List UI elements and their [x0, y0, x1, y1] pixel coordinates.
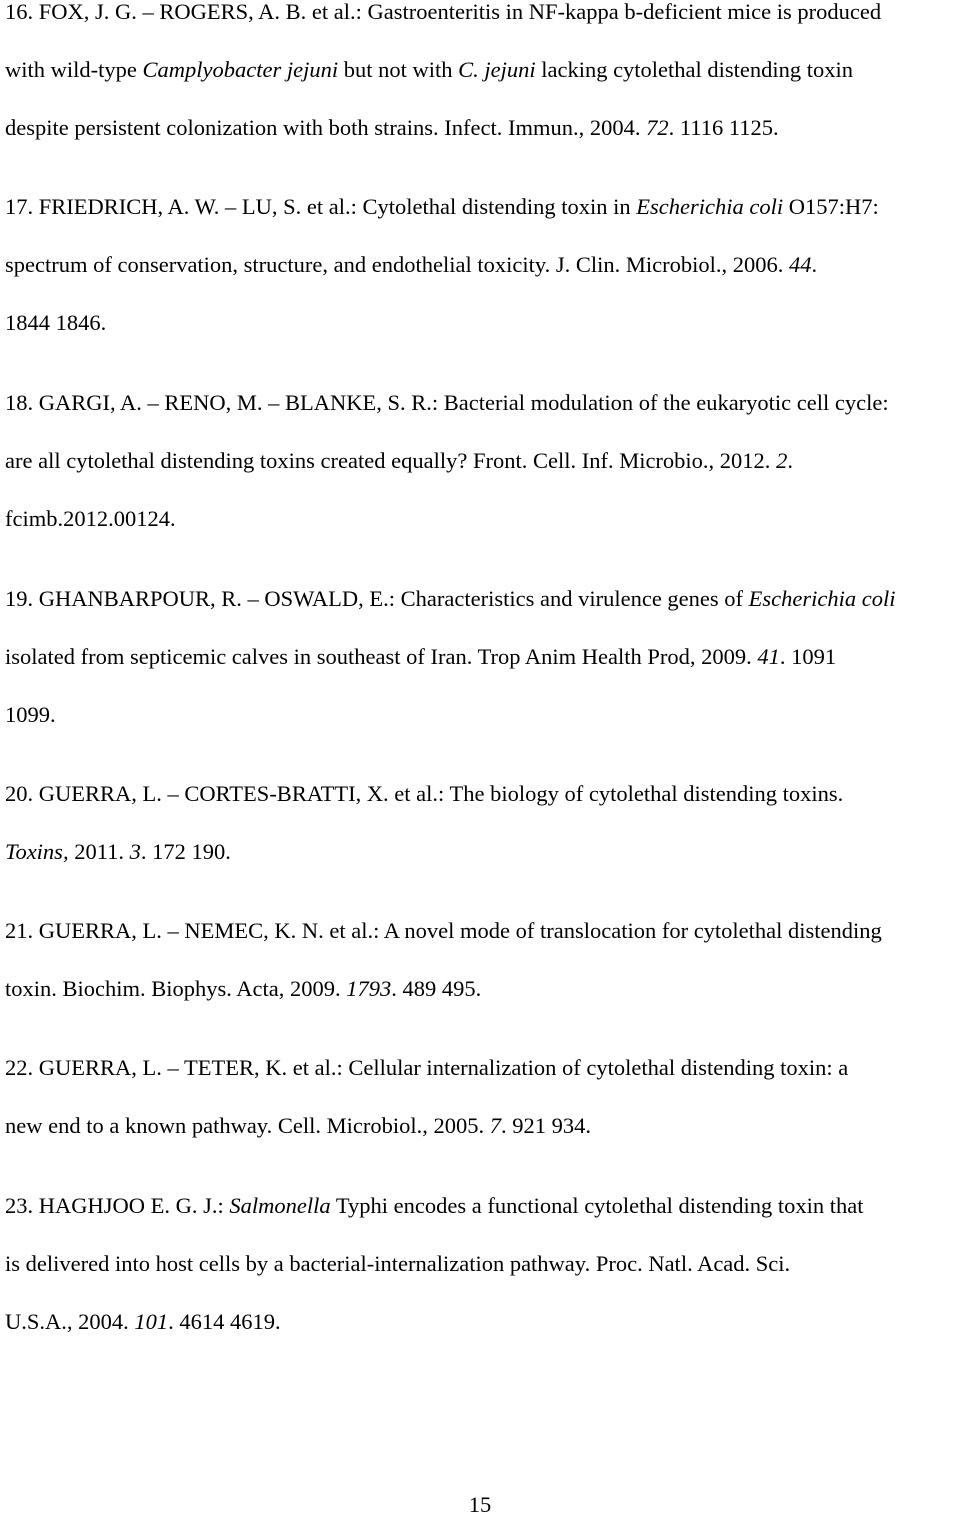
reference-text: . 4614 4619.: [168, 1309, 281, 1334]
reference-text: is delivered into host cells by a bacterial-internalization pathway. Proc. Natl. Acad. Sci.: [5, 1251, 791, 1276]
reference-text: fcimb.2012.00124.: [5, 506, 176, 531]
author-name-smallcaps: ARGI: [55, 390, 110, 415]
italic-text: 44: [789, 252, 812, 277]
reference-text: with wild-type: [5, 57, 143, 82]
reference-text: are all cytolethal distending toxins created equally? Front. Cell. Inf. Microbio., 2012.: [5, 448, 777, 473]
reference-text: U.S.A., 2004.: [5, 1309, 135, 1334]
italic-text: 1793: [346, 976, 392, 1001]
italic-text: Camplyobacter jejuni: [142, 57, 339, 82]
reference-text: . 489 495.: [391, 976, 482, 1001]
reference-text: E. G. J.:: [145, 1193, 230, 1218]
reference-text: new end to a known pathway. Cell. Microbiol., 2005.: [5, 1113, 490, 1138]
reference-line: [5, 178, 879, 236]
reference-text: , L. – N: [131, 918, 201, 943]
reference-text: , S. et al.: Cytolethal distending toxin in: [271, 194, 637, 219]
reference-text: 21. G: [5, 918, 55, 943]
reference-text: , A. – R: [110, 390, 180, 415]
reference-entry: [5, 0, 881, 157]
reference-line: [5, 0, 881, 41]
reference-text: . 1091: [779, 644, 837, 669]
author-name-smallcaps: ORTES: [199, 781, 270, 806]
author-name-smallcaps: UERRA: [55, 781, 132, 806]
reference-text: 19. G: [5, 586, 55, 611]
reference-text: lacking cytolethal distending toxin: [535, 57, 854, 82]
reference-text: , J. G. – R: [83, 0, 175, 24]
reference-line: [5, 1039, 848, 1097]
reference-text: 18. G: [5, 390, 55, 415]
reference-text: . 921 934.: [500, 1113, 591, 1138]
reference-line: [5, 41, 881, 99]
author-name-smallcaps: RATTI: [291, 781, 356, 806]
reference-text: .: [787, 448, 793, 473]
reference-line: [5, 1293, 864, 1351]
reference-line: [5, 823, 843, 881]
reference-line: [5, 1177, 864, 1235]
reference-line: [5, 1097, 848, 1155]
reference-text: 2011.: [68, 839, 130, 864]
reference-text: , K. N. et al.: A novel mode of translocation for cytolethal distending: [263, 918, 882, 943]
reference-entry: [5, 1177, 864, 1351]
italic-text: Salmonella: [229, 1193, 331, 1218]
reference-line: [5, 236, 879, 294]
italic-text: C. jejuni: [458, 57, 536, 82]
reference-line: [5, 628, 896, 686]
reference-text: Typhi encodes a functional cytolethal distending toxin that: [330, 1193, 864, 1218]
italic-text: 3: [129, 839, 141, 864]
reference-text: 1844 1846.: [5, 310, 107, 335]
reference-text: -B: [269, 781, 292, 806]
reference-text: , L. – C: [131, 781, 200, 806]
reference-line: [5, 960, 882, 1018]
reference-entry: [5, 1039, 848, 1155]
reference-text: , A. B. et al.: Gastroenteritis in NF-kappa b-deficient mice is produced: [248, 0, 882, 24]
author-name-smallcaps: HANBARPOUR: [55, 586, 211, 611]
author-name-smallcaps: RIEDRICH: [51, 194, 158, 219]
author-name-smallcaps: U: [255, 194, 272, 219]
author-name-smallcaps: EMEC: [200, 918, 264, 943]
author-name-smallcaps: OX: [51, 0, 84, 24]
italic-text: 7: [489, 1113, 501, 1138]
reference-line: [5, 902, 882, 960]
reference-text: 1099.: [5, 702, 56, 727]
reference-text: , R. – O: [210, 586, 281, 611]
reference-line: [5, 490, 889, 548]
author-name-smallcaps: ENO: [179, 390, 226, 415]
author-name-smallcaps: UERRA: [55, 1055, 132, 1080]
author-name-smallcaps: SWALD: [280, 586, 359, 611]
reference-line: [5, 374, 889, 432]
reference-text: despite persistent colonization with both strains. Infect. Immun., 2004.: [5, 115, 647, 140]
reference-line: [5, 686, 896, 744]
reference-entry: [5, 902, 882, 1018]
reference-text: , K. et al.: Cellular internalization of cytolethal distending toxin: a: [253, 1055, 849, 1080]
author-name-smallcaps: ETER: [197, 1055, 254, 1080]
reference-line: [5, 765, 843, 823]
reference-text: but not with: [338, 57, 459, 82]
reference-line: [5, 294, 879, 352]
italic-text: 2: [776, 448, 788, 473]
reference-text: , M. – B: [225, 390, 301, 415]
reference-entry: [5, 570, 896, 744]
reference-text: , S. R.: Bacterial modulation of the eukaryotic cell cycle:: [376, 390, 889, 415]
reference-text: . 172 190.: [140, 839, 231, 864]
italic-text: Escherichia coli: [748, 586, 896, 611]
reference-text: .: [811, 252, 818, 277]
author-name-smallcaps: UERRA: [55, 918, 132, 943]
reference-text: 20. G: [5, 781, 55, 806]
reference-text: 16. F: [5, 0, 52, 24]
reference-text: isolated from septicemic calves in southeast of Iran. Trop Anim Health Prod, 2009.: [5, 644, 758, 669]
page-number: 15: [468, 1492, 492, 1517]
author-name-smallcaps: AGHJOO: [55, 1193, 145, 1218]
italic-text: 72: [646, 115, 669, 140]
reference-text: , E.: Characteristics and virulence genes of: [358, 586, 749, 611]
reference-line: [5, 570, 896, 628]
reference-text: 23. H: [5, 1193, 55, 1218]
reference-line: [5, 1235, 864, 1293]
reference-text: , L. – T: [131, 1055, 198, 1080]
reference-text: spectrum of conservation, structure, and endothelial toxicity. J. Clin. Microbiol., 2006.: [5, 252, 790, 277]
author-name-smallcaps: LANKE: [300, 390, 377, 415]
reference-text: . 1116 1125.: [668, 115, 779, 140]
reference-line: [5, 432, 889, 490]
italic-text: Escherichia coli: [636, 194, 784, 219]
author-name-smallcaps: OGERS: [174, 0, 249, 24]
reference-text: 22. G: [5, 1055, 55, 1080]
reference-entry: [5, 374, 889, 548]
italic-text: 41: [757, 644, 780, 669]
reference-text: O157:H7:: [783, 194, 879, 219]
reference-text: toxin. Biochim. Biophys. Acta, 2009.: [5, 976, 347, 1001]
italic-text: Toxins,: [5, 839, 69, 864]
reference-entry: [5, 765, 843, 881]
italic-text: 101: [134, 1309, 169, 1334]
reference-text: , X. et al.: The biology of cytolethal distending toxins.: [355, 781, 844, 806]
reference-line: [5, 99, 881, 157]
reference-entry: [5, 178, 879, 352]
reference-text: , A. W. – L: [157, 194, 256, 219]
reference-text: 17. F: [5, 194, 52, 219]
